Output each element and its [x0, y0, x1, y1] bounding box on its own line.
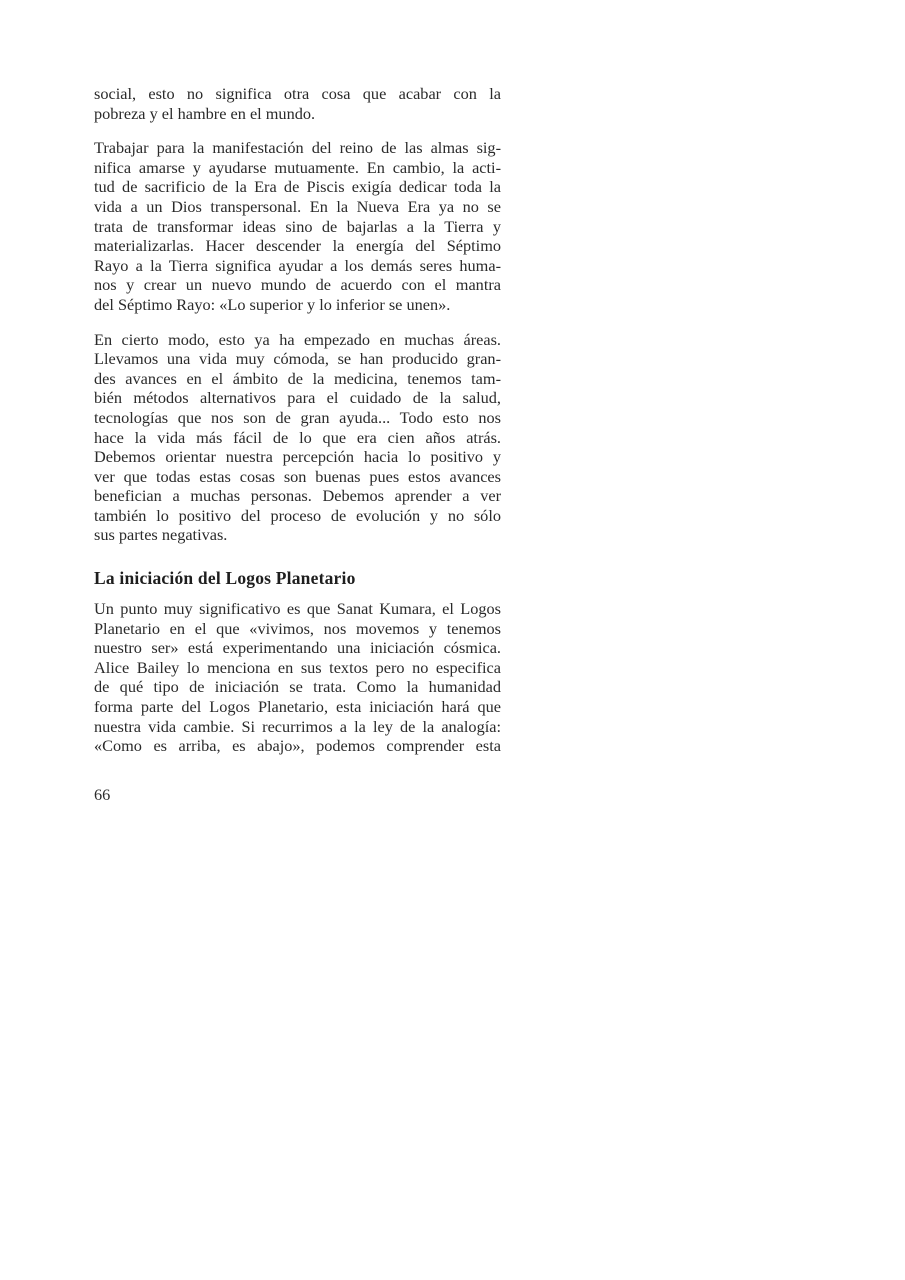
text-line: des avances en el ámbito de la medicina, tenemos tam-	[94, 368, 501, 388]
text-line: forma parte del Logos Planetario, esta iniciación hará que	[94, 697, 501, 717]
text-line: nuestra vida cambie. Si recurrimos a la ley de la analogía:	[94, 716, 501, 736]
paragraph-2	[94, 138, 501, 314]
text-line: de qué tipo de iniciación se trata. Como la humanidad	[94, 677, 501, 697]
text-line: nuestro ser» está experimentando una iniciación cósmica.	[94, 638, 501, 658]
text-line: Alice Bailey lo menciona en sus textos pero no especifica	[94, 657, 501, 677]
text-line: vida a un Dios transpersonal. En la Nueva Era ya no se	[94, 196, 501, 216]
text-line: ver que todas estas cosas son buenas pues estos avances	[94, 466, 501, 486]
text-line: materializarlas. Hacer descender la energía del Séptimo	[94, 236, 501, 256]
text-line: Rayo a la Tierra significa ayudar a los demás seres huma-	[94, 255, 501, 275]
paragraph-3	[94, 330, 501, 546]
text-line: Debemos orientar nuestra percepción hacia lo positivo y	[94, 447, 501, 467]
text-line: pobreza y el hambre en el mundo.	[94, 103, 316, 123]
text-line: En cierto modo, esto ya ha empezado en muchas áreas.	[94, 329, 501, 349]
text-line: Planetario en el que «vivimos, nos movemos y tenemos	[94, 618, 501, 638]
text-line: sus partes negativas.	[94, 525, 228, 545]
text-line: tecnologías que nos son de gran ayuda... Todo esto nos	[94, 407, 501, 427]
paragraph-4	[94, 599, 501, 756]
page-number: 66	[94, 785, 111, 804]
text-line: bién métodos alternativos para el cuidado de la salud,	[94, 388, 501, 408]
text-line: nos y crear un nuevo mundo de acuerdo con el mantra	[94, 275, 501, 295]
section-heading: La iniciación del Logos Planetario	[94, 568, 356, 589]
document-page	[94, 84, 501, 771]
text-line: trata de transformar ideas sino de bajarlas a la Tierra y	[94, 216, 501, 236]
text-line: hace la vida más fácil de lo que era cien años atrás.	[94, 427, 501, 447]
paragraph-1	[94, 84, 501, 123]
text-line: nifica amarse y ayudarse mutuamente. En cambio, la acti-	[94, 157, 501, 177]
text-line: «Como es arriba, es abajo», podemos comprender esta	[94, 736, 501, 756]
text-line: del Séptimo Rayo: «Lo superior y lo inferior se unen».	[94, 294, 451, 314]
text-line: social, esto no significa otra cosa que acabar con la	[94, 84, 501, 103]
text-line: tud de sacrificio de la Era de Piscis exigía dedicar toda la	[94, 177, 501, 197]
text-line: benefician a muchas personas. Debemos aprender a ver	[94, 486, 501, 506]
text-line: también lo positivo del proceso de evolución y no sólo	[94, 505, 501, 525]
text-line: Un punto muy significativo es que Sanat Kumara, el Logos	[94, 599, 501, 619]
text-line: Trabajar para la manifestación del reino de las almas sig-	[94, 138, 501, 158]
text-line: Llevamos una vida muy cómoda, se han producido gran-	[94, 349, 501, 369]
